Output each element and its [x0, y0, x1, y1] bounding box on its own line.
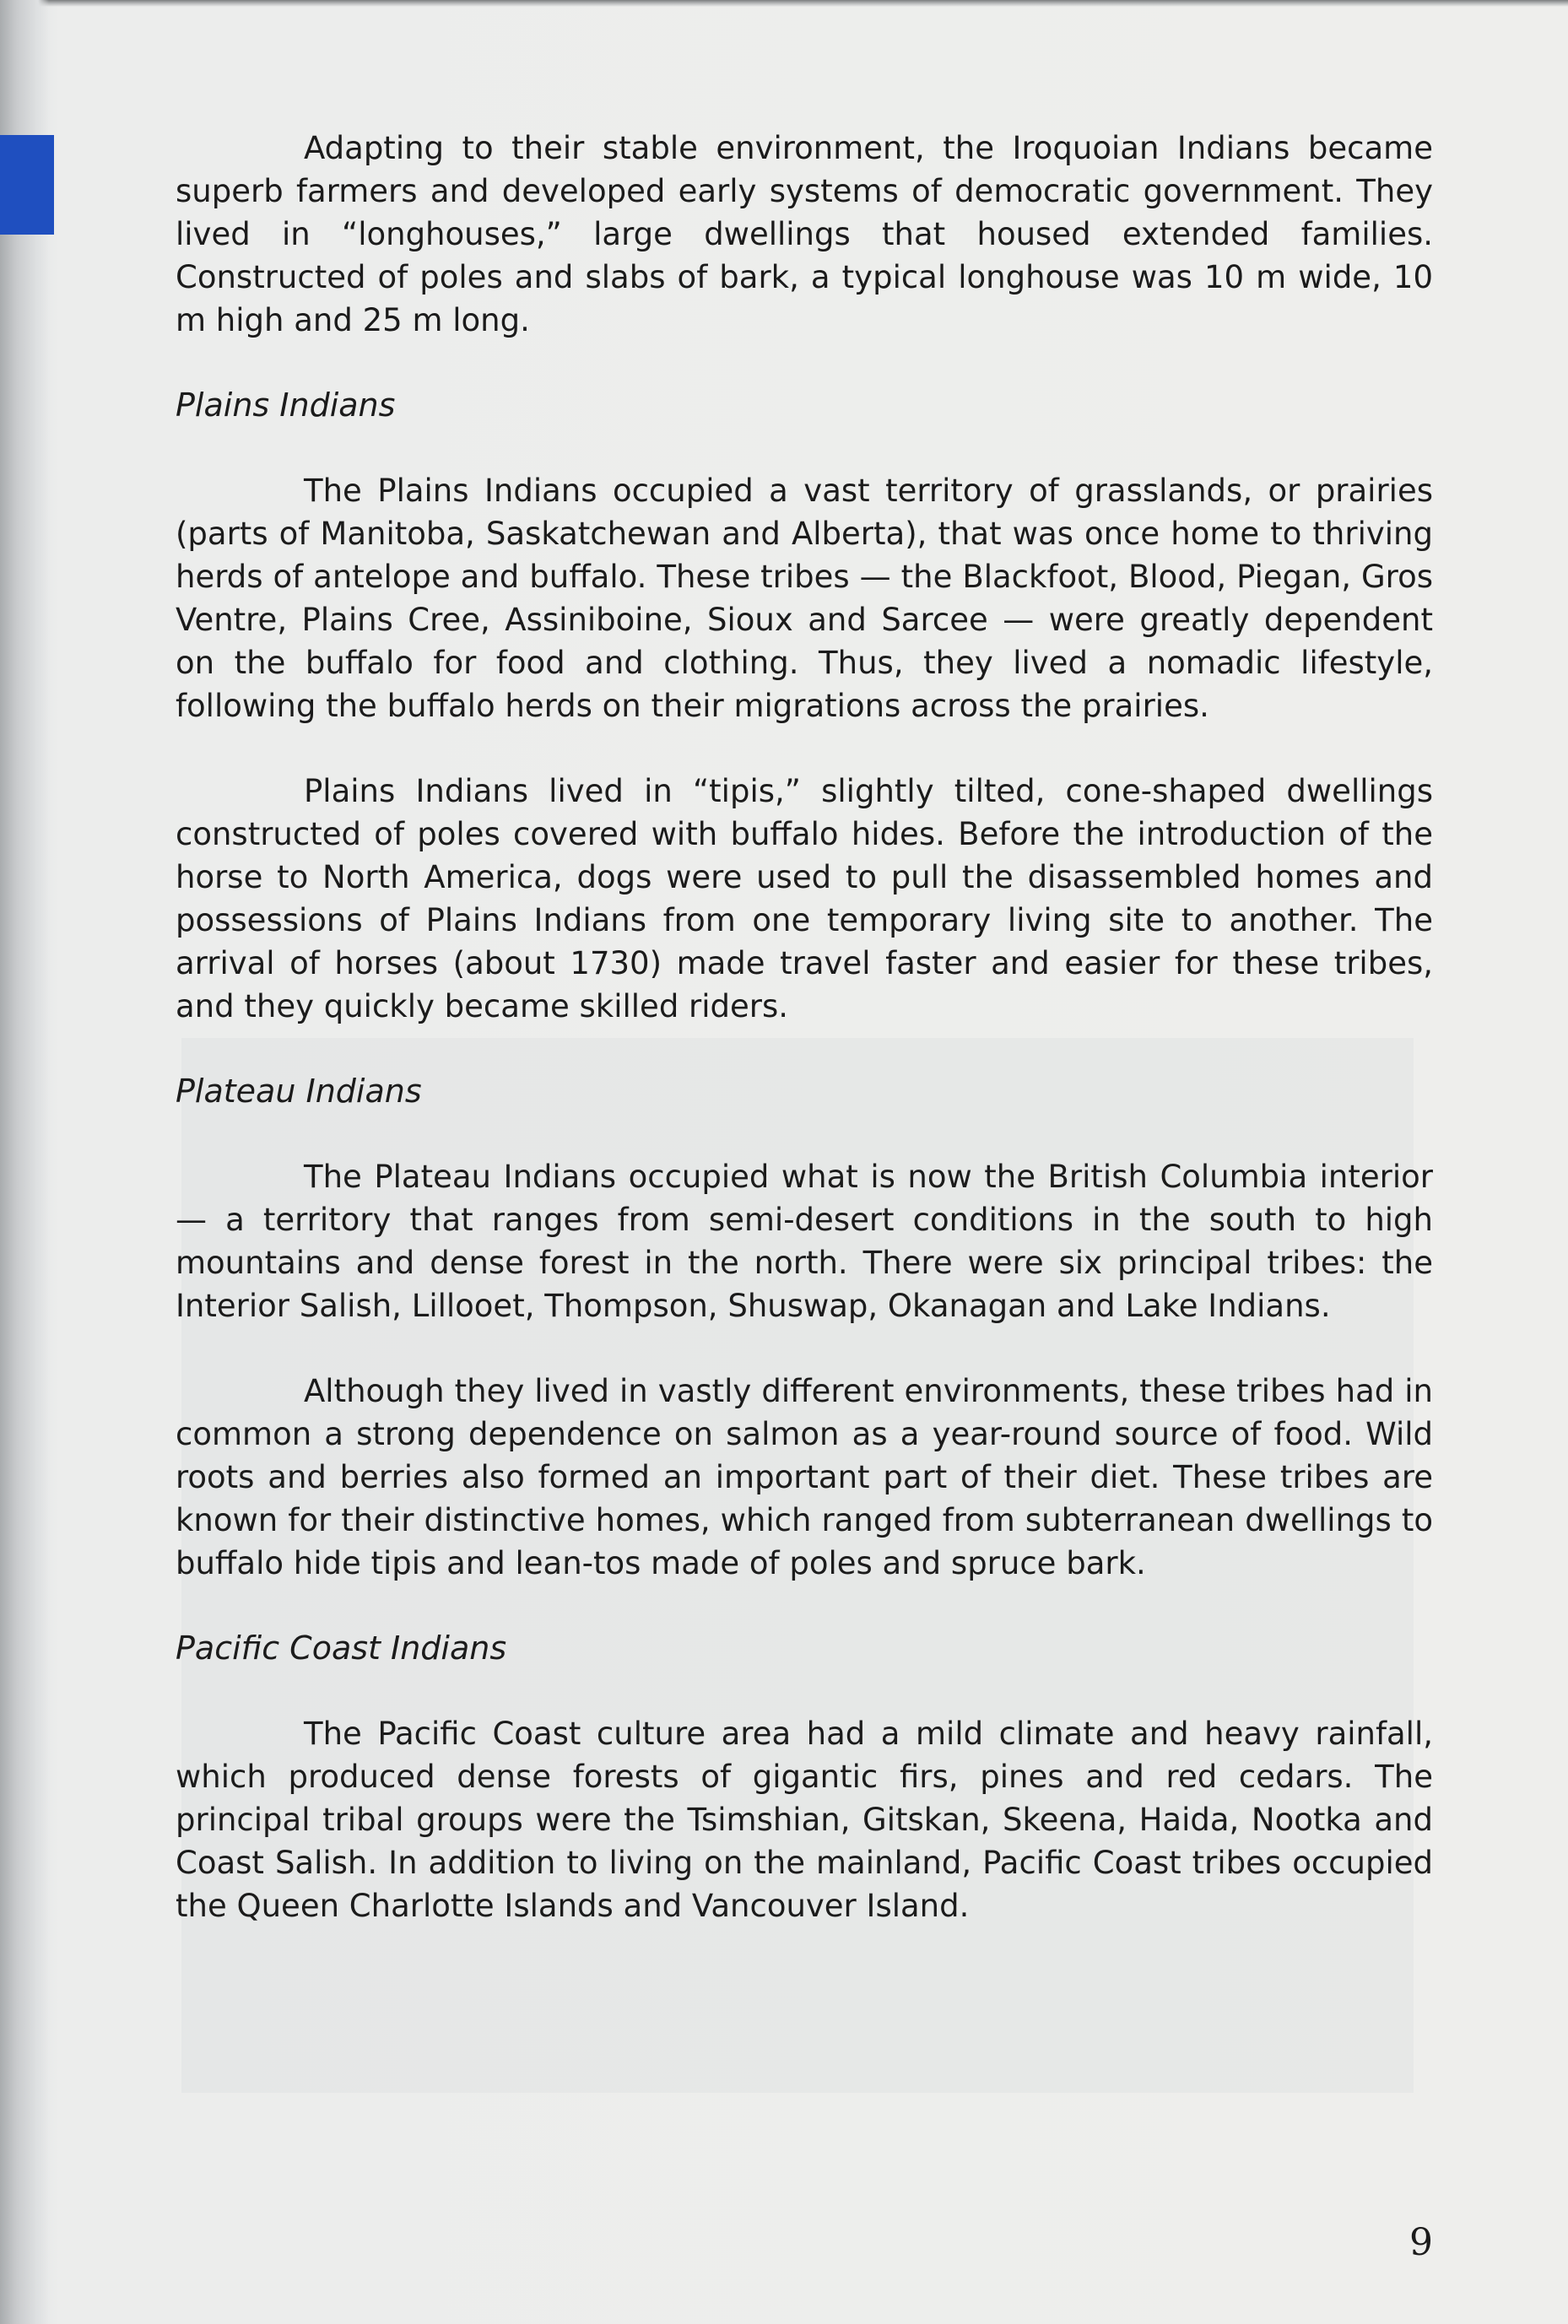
paragraph-plateau-territory: The Plateau Indians occupied what is now the British Columbia interior — a territory that ranges from semi-desert conditions in the south to high mountains and dense forest in the north. There were six principal tribes: the Interior Salish, Lillooet, Thompson, Shuswap, Okanagan and Lake Indians.	[176, 1159, 1433, 1324]
heading-plateau-indians: Plateau Indians	[176, 1073, 422, 1110]
page-top-edge	[0, 0, 1568, 7]
book-spine-shadow	[0, 0, 49, 2324]
paragraph-plains-tipis: Plains Indians lived in “tipis,” slightly tilted, cone-shaped dwellings constructed of poles covered with buffalo hides. Before the introduction of the horse to North America, dogs were used to pull the disassembled homes and possessions of Plains Indians from one temporary living site to another. The arrival of horses (about 1730) made travel faster and easier for these tribes, and they quickly became skilled riders.	[176, 773, 1433, 1024]
heading-plains-indians: Plains Indians	[176, 386, 396, 424]
paragraph-plateau-salmon: Although they lived in vastly different environments, these tribes had in common a strong dependence on salmon as a year-round source of food. Wild roots and berries also formed an important part of their diet. These tribes are known for their distinctive homes, which ranged from subterranean dwellings to buffalo hide tipis and lean-tos made of poles and spruce bark.	[176, 1373, 1433, 1581]
paragraph-plains-territory: The Plains Indians occupied a vast territory of grasslands, or prairies (parts of Manitoba, Saskatchewan and Alberta), that was once home to thriving herds of antelope and buffalo. These tribes — the Blackfoot, Blood, Piegan, Gros Ventre, Plains Cree, Assiniboine, Sioux and Sarcee — were greatly dependent on the buffalo for food and clothing. Thus, they lived a nomadic lifestyle, following the buffalo herds on their migrations across the prairies.	[176, 473, 1433, 724]
heading-pacific-coast-indians: Pacific Coast Indians	[176, 1630, 507, 1667]
paragraph-iroquoian-longhouses: Adapting to their stable environment, the Iroquoian Indians became superb farmers and developed early systems of democratic government. They lived in “longhouses,” large dwellings that housed extended families. Constructed of poles and slabs of bark, a typical longhouse was 10 m wide, 10 m high and 25 m long.	[176, 130, 1433, 338]
body-text	[176, 127, 1433, 1927]
blue-tab-marker	[0, 135, 54, 235]
paragraph-pacific-coast: The Pacific Coast culture area had a mild climate and heavy rainfall, which produced dense forests of gigantic firs, pines and red cedars. The principal tribal groups were the Tsimshian, Gitskan, Skeena, Haida, Nootka and Coast Salish. In addition to living on the mainland, Pacific Coast tribes occupied the Queen Charlotte Islands and Vancouver Island.	[176, 1716, 1433, 1924]
page-number: 9	[1409, 2221, 1433, 2264]
